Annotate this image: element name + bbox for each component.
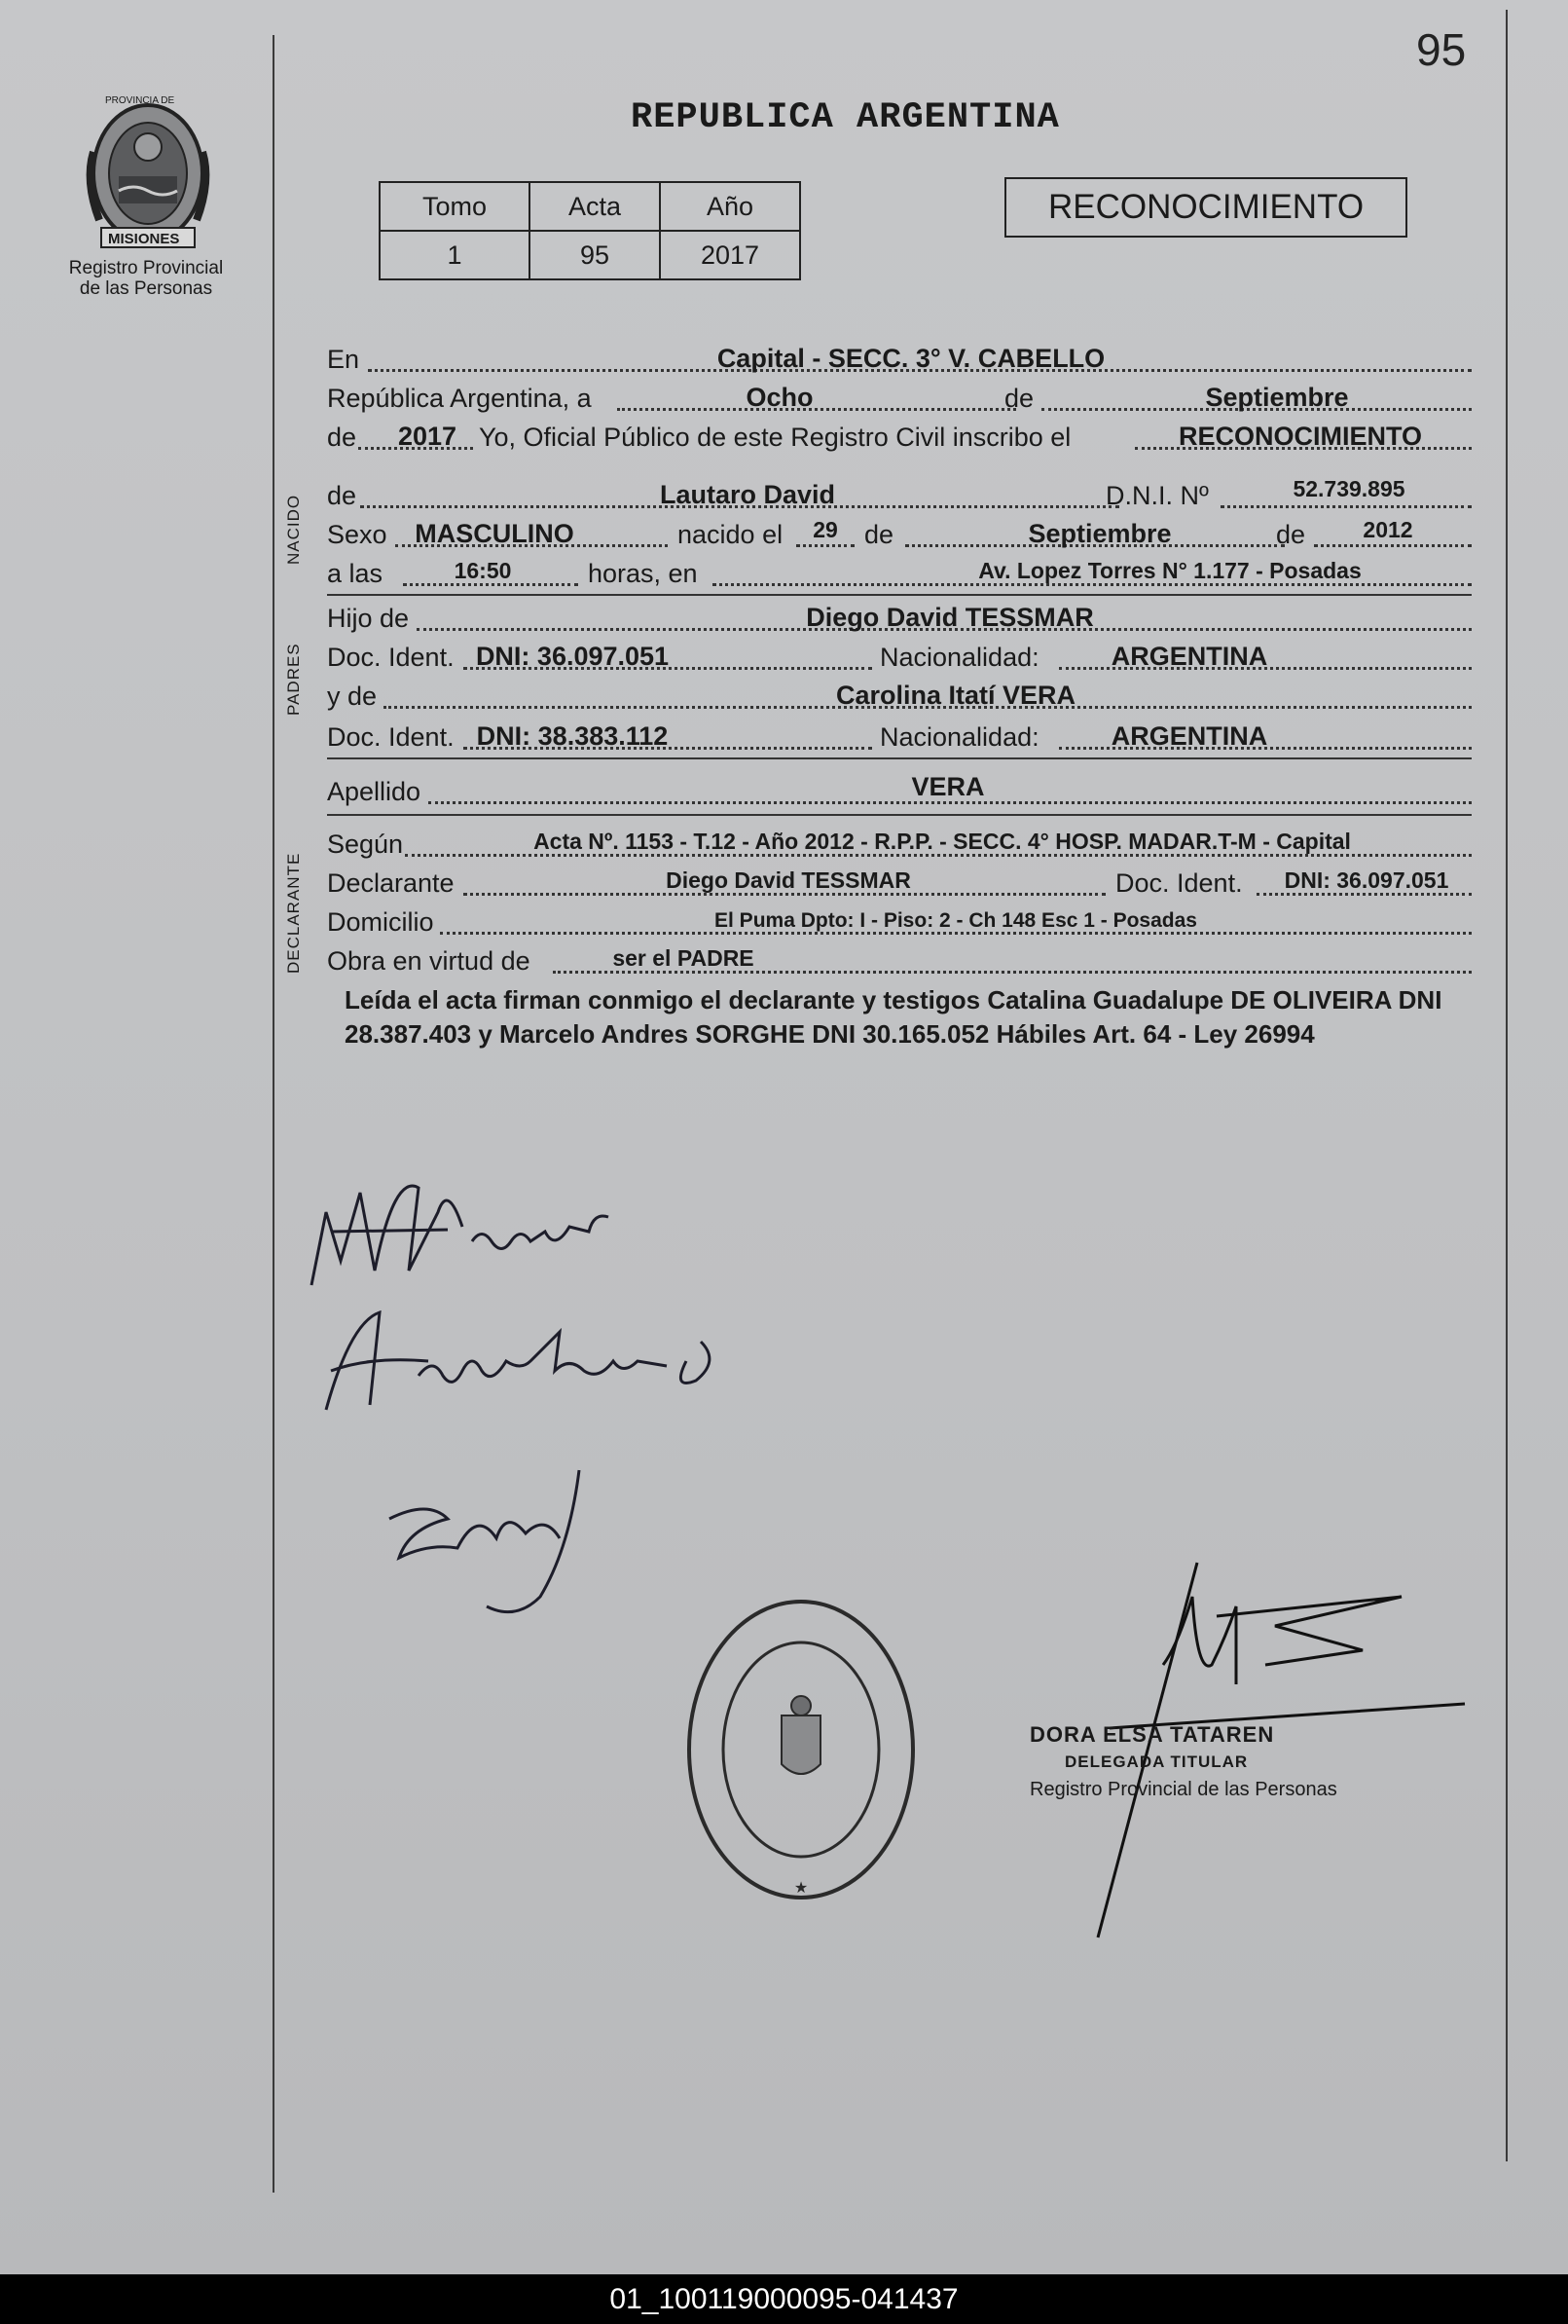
row-time-place <box>327 553 1472 592</box>
label-nacionalidad: Nacionalidad: <box>880 643 1039 672</box>
footer-code: 01_100119000095-041437 <box>0 2274 1568 2324</box>
registry-line2: de las Personas <box>79 278 213 299</box>
right-margin-line <box>1506 10 1508 2161</box>
value-mother-nat: ARGENTINA <box>1111 721 1268 751</box>
row-date <box>327 378 1472 417</box>
section-label-padres: PADRES <box>284 643 303 716</box>
value-segun: Acta Nº. 1153 - T.12 - Año 2012 - R.P.P. - SECC. 4° HOSP. MADAR.T-M - Capital <box>533 829 1351 854</box>
label-en: En <box>327 345 360 374</box>
tomo-value: 1 <box>380 231 529 279</box>
logo-text-bottom: MISIONES <box>108 231 180 247</box>
official-stamp <box>679 1589 923 1910</box>
official-name: DORA ELSA TATAREN <box>1030 1722 1275 1747</box>
row-place <box>327 339 1472 378</box>
value-place: Capital - SECC. 3° V. CABELLO <box>716 344 1106 373</box>
label-sexo: Sexo <box>327 520 387 549</box>
value-act: RECONOCIMIENTO <box>1178 422 1423 451</box>
value-surname: VERA <box>911 772 985 801</box>
official-block <box>1030 1721 1337 1803</box>
act-type-box: RECONOCIMIENTO <box>1004 177 1407 238</box>
row-year <box>327 417 1472 456</box>
label-de-year: de <box>1276 520 1306 549</box>
value-birth-day: 29 <box>813 517 838 542</box>
tomo-header: Tomo <box>380 182 529 231</box>
value-mother: Carolina Itatí VERA <box>835 681 1076 710</box>
official-office: Registro Provincial de las Personas <box>1030 1779 1337 1800</box>
row-surname <box>327 771 1472 810</box>
value-year: 2017 <box>397 422 457 451</box>
label-obra: Obra en virtud de <box>327 946 530 976</box>
value-child-name: Lautaro David <box>659 480 836 509</box>
value-father-doc: DNI: 36.097.051 <box>475 642 670 671</box>
row-declarant <box>327 863 1472 902</box>
row-address <box>327 902 1472 941</box>
value-child-dni: 52.739.895 <box>1293 476 1405 501</box>
row-sex-birth <box>327 514 1472 553</box>
row-child-name <box>327 475 1472 514</box>
anio-value: 2017 <box>660 231 800 279</box>
value-address: El Puma Dpto: I - Piso: 2 - Ch 148 Esc 1 - Posadas <box>714 909 1197 932</box>
label-dni-no: D.N.I. Nº <box>1106 481 1209 510</box>
label-horas-en: horas, en <box>588 559 698 588</box>
label-y-de: y de <box>327 682 378 711</box>
label-republica: República Argentina, a <box>327 384 592 413</box>
value-declarant: Diego David TESSMAR <box>666 867 911 893</box>
value-capacity: ser el PADRE <box>612 945 754 971</box>
label-nacionalidad: Nacionalidad: <box>880 722 1039 752</box>
section-label-declarante: DECLARANTE <box>284 852 303 974</box>
page-number: 95 <box>1416 24 1467 75</box>
left-margin-line <box>273 35 274 2193</box>
anio-header: Año <box>660 182 800 231</box>
logo-text-top: PROVINCIA DE <box>105 95 175 106</box>
value-father: Diego David TESSMAR <box>806 603 1094 632</box>
label-a-las: a las <box>327 559 383 588</box>
value-month: Septiembre <box>1205 383 1349 412</box>
label-doc-ident: Doc. Ident. <box>327 722 455 752</box>
registry-line1: Registro Provincial <box>68 258 224 278</box>
row-mother <box>327 676 1472 715</box>
witness1-signature <box>311 1303 749 1420</box>
acta-header: Acta <box>529 182 660 231</box>
label-hijo-de: Hijo de <box>327 604 410 633</box>
label-yo: Yo, Oficial Público de este Registro Civil inscribo el <box>479 423 1072 452</box>
value-declarant-doc: DNI: 36.097.051 <box>1284 867 1449 893</box>
section-separator <box>327 814 1472 816</box>
value-sex: MASCULINO <box>415 519 574 548</box>
value-birth-place: Av. Lopez Torres N° 1.177 - Posadas <box>978 558 1362 583</box>
value-day: Ocho <box>746 383 814 412</box>
section-separator <box>327 594 1472 596</box>
row-mother-doc <box>327 717 1472 756</box>
official-role: DELEGADA TITULAR <box>1065 1752 1249 1771</box>
label-declarante: Declarante <box>327 868 455 898</box>
value-birth-month: Septiembre <box>1028 519 1172 548</box>
value-birth-time: 16:50 <box>454 558 512 583</box>
row-capacity <box>327 941 1472 979</box>
dotted-line <box>617 408 1016 411</box>
label-doc-ident: Doc. Ident. <box>327 643 455 672</box>
label-apellido: Apellido <box>327 777 421 806</box>
value-father-nat: ARGENTINA <box>1111 642 1268 671</box>
document-title: REPUBLICA ARGENTINA <box>631 97 1060 138</box>
closing-statement: Leída el acta firman conmigo el declarante y testigos Catalina Guadalupe DE OLIVEIRA DNI 28.387.403 y Marcelo Andres SORGHE DNI 30.165.052 Hábiles Art. 64 - Ley 26994 <box>345 985 1442 1049</box>
row-father <box>327 598 1472 637</box>
witness2-signature <box>370 1460 603 1626</box>
row-segun <box>327 824 1472 863</box>
label-domicilio: Domicilio <box>327 907 434 937</box>
label-de2: de <box>327 423 357 452</box>
value-birth-year: 2012 <box>1363 517 1413 542</box>
label-de-month: de <box>864 520 894 549</box>
label-nacido-el: nacido el <box>677 520 784 549</box>
dotted-line <box>1221 505 1472 508</box>
declarant-signature <box>302 1154 672 1300</box>
label-segun: Según <box>327 830 404 859</box>
label-de: de <box>1004 384 1035 413</box>
section-separator <box>327 757 1472 759</box>
record-table <box>379 181 801 280</box>
dotted-line <box>1314 544 1472 547</box>
acta-value: 95 <box>529 231 660 279</box>
svg-text:★: ★ <box>793 1878 809 1897</box>
section-label-nacido: NACIDO <box>284 494 303 565</box>
label-doc-ident: Doc. Ident. <box>1115 868 1243 898</box>
registry-name <box>49 258 243 299</box>
label-de-name: de <box>327 481 357 510</box>
row-father-doc <box>327 637 1472 676</box>
dotted-line <box>796 544 855 547</box>
value-mother-doc: DNI: 38.383.112 <box>476 721 669 751</box>
